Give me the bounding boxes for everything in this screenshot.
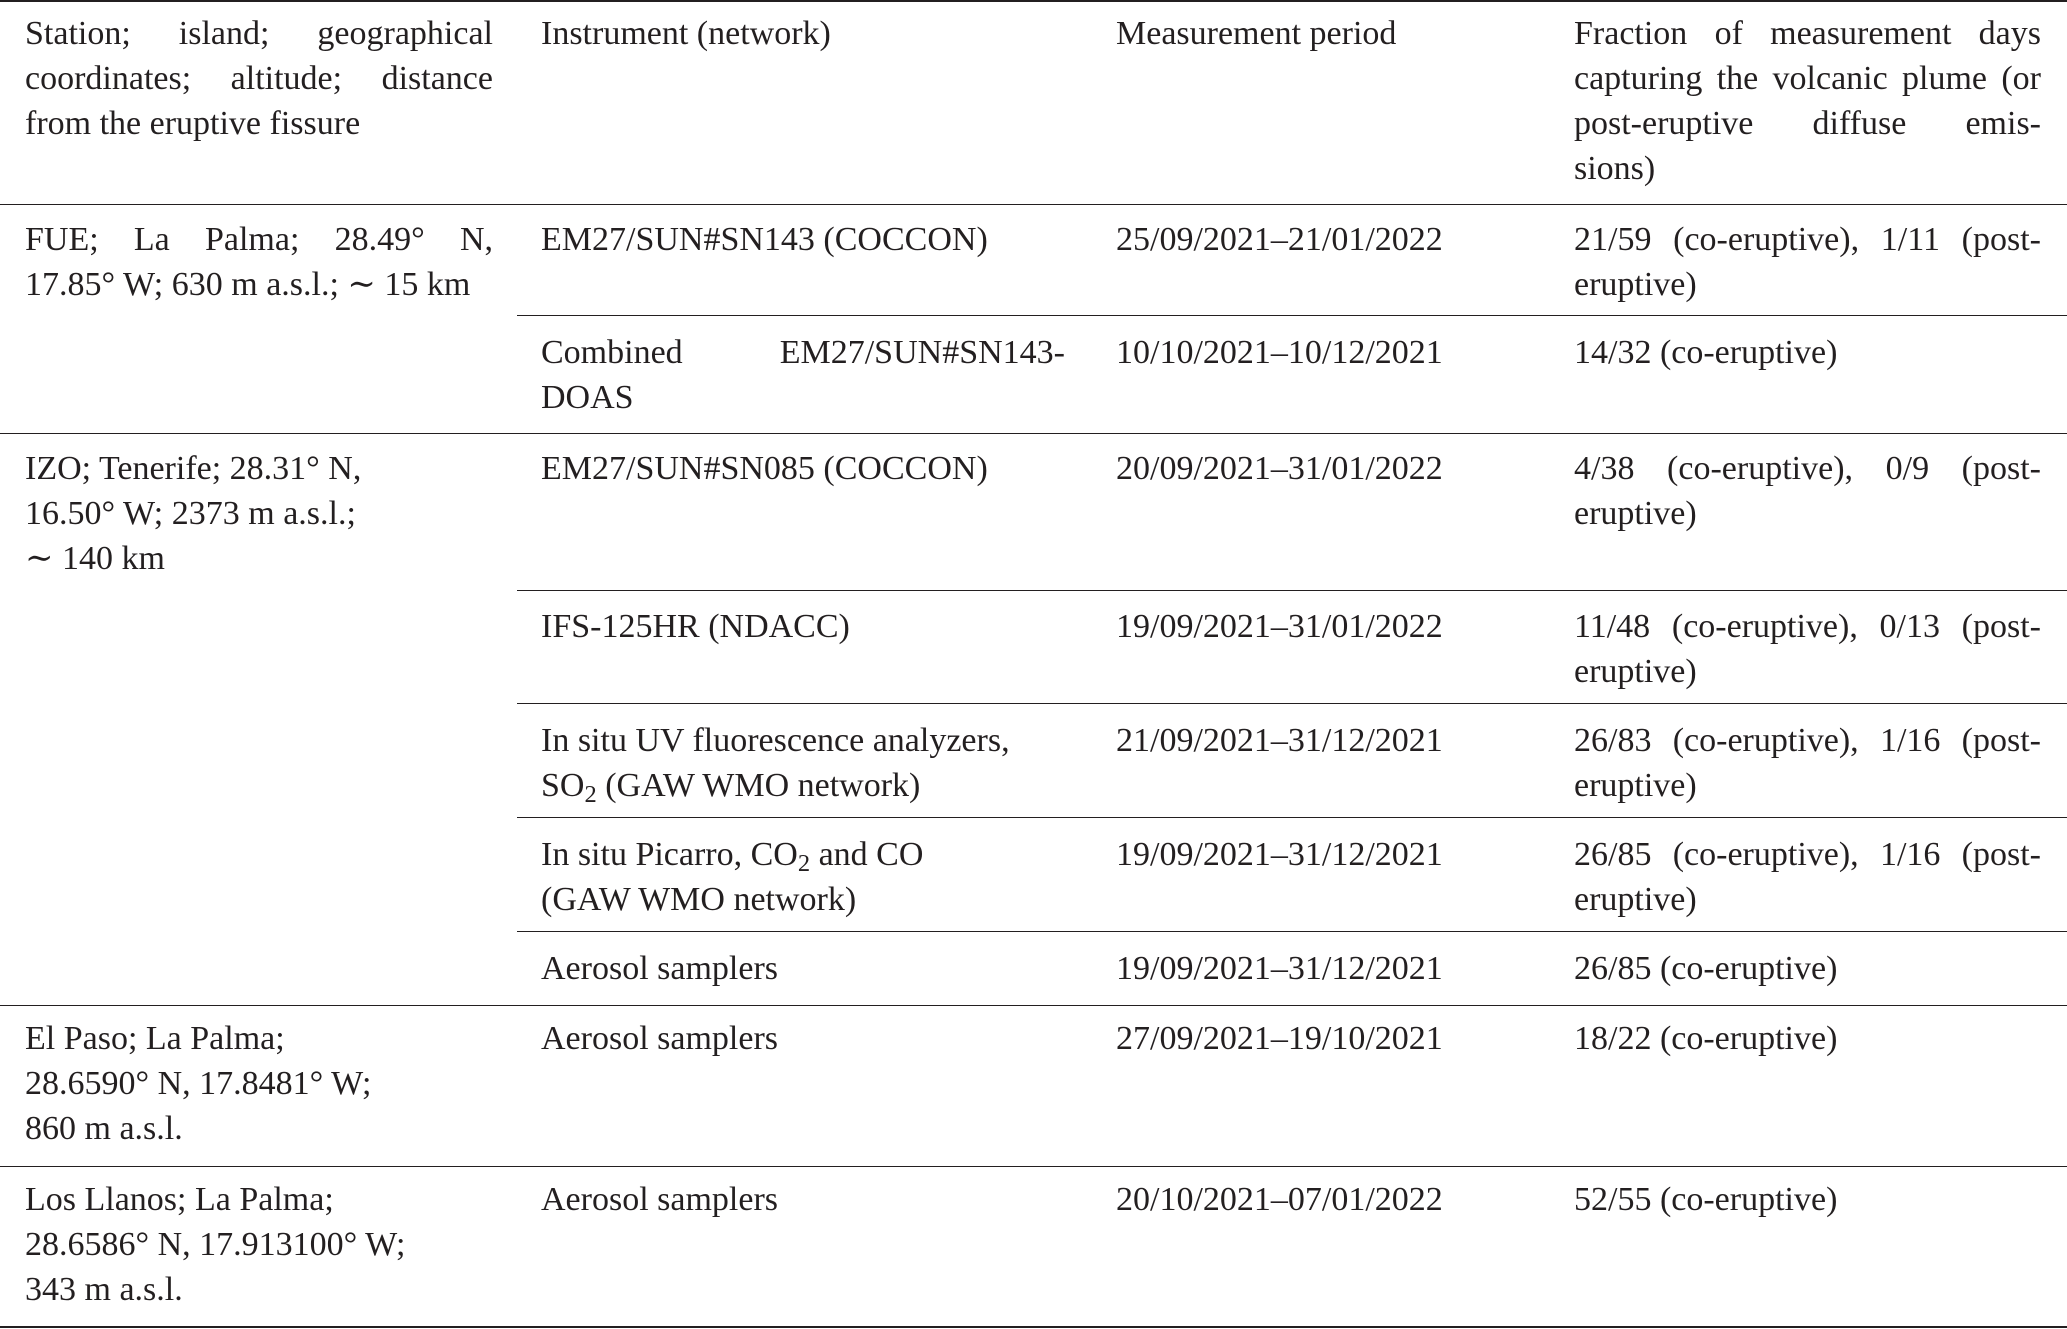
station-cell-izo: IZO; Tenerife; 28.31° N, 16.50° W; 2373 m a.s.l.; ∼ 140 km (25, 450, 362, 577)
period-cell: 20/10/2021–07/01/2022 (1116, 1181, 1443, 1218)
group-divider (0, 433, 2067, 434)
fraction-cell: 11/48 (co-eruptive), 0/13 (post- eruptive) (1574, 608, 2041, 690)
period-cell: 20/09/2021–31/01/2022 (1116, 450, 1443, 487)
instrument-cell: Aerosol samplers (541, 950, 779, 987)
period-cell: 25/09/2021–21/01/2022 (1116, 221, 1443, 258)
period-cell: 19/09/2021–31/01/2022 (1116, 608, 1443, 645)
instrument-cell: EM27/SUN#SN085 (COCCON) (541, 450, 988, 487)
instrument-cell: Combined EM27/SUN#SN143- DOAS (541, 334, 1065, 416)
instrument-cell: Aerosol samplers (541, 1181, 779, 1218)
header-period: Measurement period (1116, 15, 1397, 52)
header-instrument: Instrument (network) (541, 15, 831, 52)
header-bottom-rule (0, 204, 2067, 205)
fraction-cell: 26/85 (co-eruptive), 1/16 (post- eruptive) (1574, 836, 2041, 918)
instrument-cell: In situ UV fluorescence analyzers, $SO_2$ (GAW WMO network) (541, 722, 1010, 809)
station-cell-fue: FUE; La Palma; 28.49° N, 17.85° W; 630 m a.s.l.; ∼ 15 km (25, 221, 493, 303)
fraction-cell: 52/55 (co-eruptive) (1574, 1181, 1838, 1218)
period-cell: 19/09/2021–31/12/2021 (1116, 836, 1443, 873)
period-cell: 21/09/2021–31/12/2021 (1116, 722, 1443, 759)
station-cell-los-llanos: Los Llanos; La Palma; 28.6586° N, 17.913100° W; 343 m a.s.l. (25, 1181, 406, 1308)
row-divider (517, 817, 2067, 818)
period-cell: 19/09/2021–31/12/2021 (1116, 950, 1443, 987)
instrument-cell: In situ Picarro, $CO_2$ and CO (GAW WMO network) (541, 836, 924, 918)
instrument-cell: IFS-125HR (NDACC) (541, 608, 850, 645)
group-divider (0, 1166, 2067, 1167)
group-divider (0, 1005, 2067, 1006)
period-cell: 10/10/2021–10/12/2021 (1116, 334, 1443, 371)
fraction-cell: 21/59 (co-eruptive), 1/11 (post- eruptive) (1574, 221, 2041, 303)
instrument-cell: EM27/SUN#SN143 (COCCON) (541, 221, 988, 258)
row-divider (517, 590, 2067, 591)
table-bottom-rule (0, 1326, 2067, 1328)
header-station: Station; island; geographical coordinates; altitude; distance from the eruptive fissure (25, 15, 493, 142)
row-divider (517, 931, 2067, 932)
table-top-rule (0, 0, 2067, 2)
row-divider (517, 703, 2067, 704)
fraction-cell: 26/83 (co-eruptive), 1/16 (post- eruptive) (1574, 722, 2041, 804)
instrument-cell: Aerosol samplers (541, 1020, 779, 1057)
period-cell: 27/09/2021–19/10/2021 (1116, 1020, 1443, 1057)
fraction-cell: 26/85 (co-eruptive) (1574, 950, 1838, 987)
fraction-cell: 14/32 (co-eruptive) (1574, 334, 1838, 371)
header-fraction: Fraction of measurement days capturing the volcanic plume (or post-eruptive diffuse emis- sions) (1574, 15, 2041, 187)
fraction-cell: 4/38 (co-eruptive), 0/9 (post- eruptive) (1574, 450, 2041, 532)
row-divider (517, 315, 2067, 316)
fraction-cell: 18/22 (co-eruptive) (1574, 1020, 1838, 1057)
station-cell-el-paso: El Paso; La Palma; 28.6590° N, 17.8481° W; 860 m a.s.l. (25, 1020, 372, 1147)
